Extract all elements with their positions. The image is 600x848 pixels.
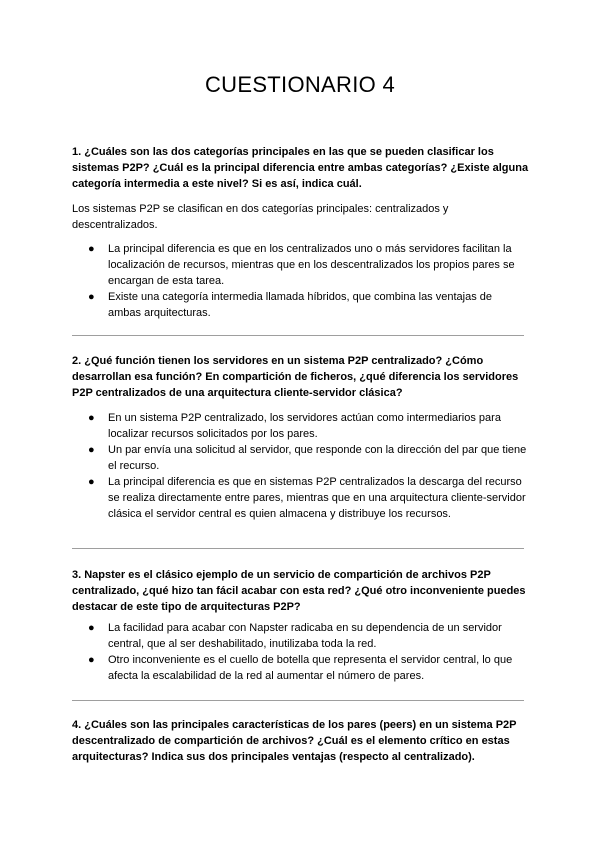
bullet-icon: ●: [88, 291, 95, 303]
bullet-icon: ●: [88, 412, 95, 424]
question-3: 3. Napster es el clásico ejemplo de un servicio de compartición de archivos P2P centralizado, ¿qué hizo tan fácil acabar con esta red? ¿Qué otro inconveniente puedes destacar de este tipo de arquitecturas P2P?: [72, 569, 526, 613]
divider: [72, 548, 524, 549]
answer-1-intro: Los sistemas P2P se clasifican en dos categorías principales: centralizados y descentralizados.: [72, 203, 449, 231]
list-item: ● Otro inconveniente es el cuello de botella que representa el servidor central, lo que afecta la escalabilidad de la red al aumentar el número de pares.: [88, 654, 513, 682]
list-item: ● La principal diferencia es que en sistemas P2P centralizados la descarga del recurso se realiza directamente entre pares, mientras que en una arquitectura cliente-servidor clásica el servidor central es quien almacena y distribuye los recursos.: [88, 476, 526, 520]
divider: [72, 335, 524, 336]
list-item: ● La principal diferencia es que en los centralizados uno o más servidores facilitan la localización de recursos, mientras que en los descentralizados los propios pares se encargan de esta tarea.: [88, 243, 515, 287]
bullet-icon: ●: [88, 444, 95, 456]
question-2: 2. ¿Qué función tienen los servidores en un sistema P2P centralizado? ¿Cómo desarrollan esa función? En compartición de ficheros, ¿qué diferencia los servidores P2P centralizados de una arquitectura cliente-servidor clásica?: [72, 355, 519, 399]
page-title: CUESTIONARIO 4: [204, 72, 395, 97]
bullet-icon: ●: [88, 243, 95, 255]
bullet-icon: ●: [88, 622, 95, 634]
answer-3-list: [72, 620, 528, 684]
divider: [72, 700, 524, 701]
question-4: 4. ¿Cuáles son las principales características de los pares (peers) en un sistema P2P descentralizado de compartición de archivos? ¿Cuál es el elemento crítico en estas arquitecturas? Indica sus dos principales ventajas (respecto al centralizado).: [72, 719, 517, 763]
question-1: 1. ¿Cuáles son las dos categorías principales en las que se pueden clasificar los sistemas P2P? ¿Cuál es la principal diferencia entre ambas categorías? ¿Existe alguna categoría intermedia a este nivel? Si es así, indica cuál.: [72, 146, 529, 190]
answer-2-list: [72, 410, 528, 522]
bullet-icon: ●: [88, 654, 95, 666]
bullet-icon: ●: [88, 476, 95, 488]
list-item: ● La facilidad para acabar con Napster radicaba en su dependencia de un servidor central, que al ser deshabilitado, inutilizaba toda la red.: [88, 622, 502, 650]
list-item: ● En un sistema P2P centralizado, los servidores actúan como intermediarios para localizar recursos solicitados por los pares.: [88, 412, 501, 440]
list-item: ● Existe una categoría intermedia llamada híbridos, que combina las ventajas de ambas arquitecturas.: [88, 291, 493, 319]
list-item: ● Un par envía una solicitud al servidor, que responde con la dirección del par que tiene el recurso.: [88, 444, 527, 472]
answer-1-list: [72, 241, 528, 321]
